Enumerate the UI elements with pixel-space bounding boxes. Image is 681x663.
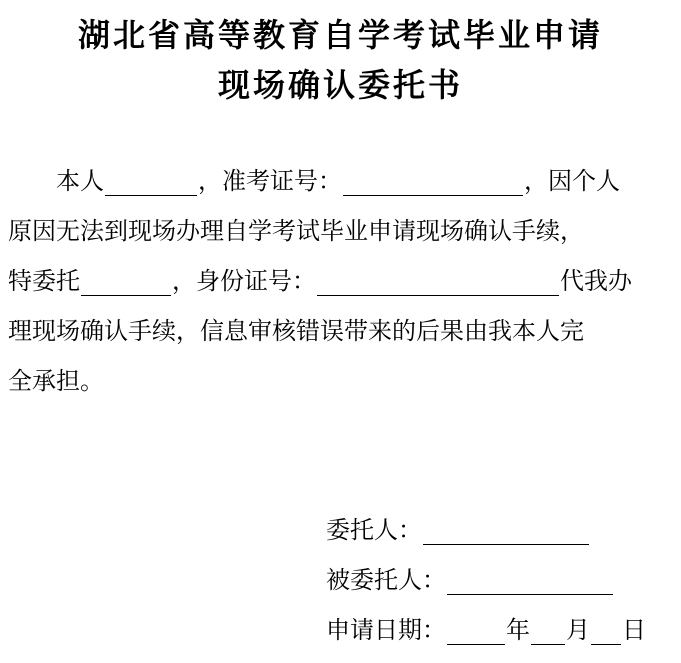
body-line-5: 全承担。 — [8, 367, 104, 395]
day-blank[interactable] — [591, 620, 621, 645]
principal-signature-blank[interactable] — [423, 520, 589, 545]
month-blank[interactable] — [531, 620, 565, 645]
text-exam-number-label: ，准考证号： — [198, 167, 342, 195]
principal-signature-row — [326, 515, 590, 545]
paragraph-indent — [8, 166, 56, 196]
text-because: ，因个人 — [524, 167, 620, 195]
day-label: 日 — [622, 616, 646, 644]
date-label: 申请日期： — [326, 616, 446, 644]
month-label: 月 — [566, 616, 590, 644]
text-entrust: 特委托 — [8, 267, 80, 295]
year-blank[interactable] — [447, 620, 505, 645]
name-blank[interactable] — [105, 171, 197, 196]
id-number-blank[interactable] — [317, 271, 559, 296]
body-line-1 — [8, 166, 673, 196]
year-label: 年 — [506, 616, 530, 644]
principal-label: 委托人： — [326, 516, 422, 544]
text-on-my-behalf: 代我办 — [560, 267, 632, 295]
application-date-row — [326, 615, 646, 645]
exam-number-blank[interactable] — [343, 171, 523, 196]
text-self: 本人 — [56, 167, 104, 195]
agent-signature-row — [326, 565, 614, 595]
agent-signature-blank[interactable] — [447, 570, 613, 595]
agent-name-blank[interactable] — [81, 271, 171, 296]
document-title-line2: 现场确认委托书 — [217, 66, 463, 104]
agent-label: 被委托人： — [326, 566, 446, 594]
body-line-3 — [8, 266, 673, 296]
body-line-4: 理现场确认手续，信息审核错误带来的后果由我本人完 — [8, 317, 584, 345]
body-line-2: 原因无法到现场办理自学考试毕业申请现场确认手续， — [8, 217, 584, 245]
text-id-number-label: ，身份证号： — [172, 267, 316, 295]
document-title-line1: 湖北省高等教育自学考试毕业申请 — [77, 16, 603, 54]
